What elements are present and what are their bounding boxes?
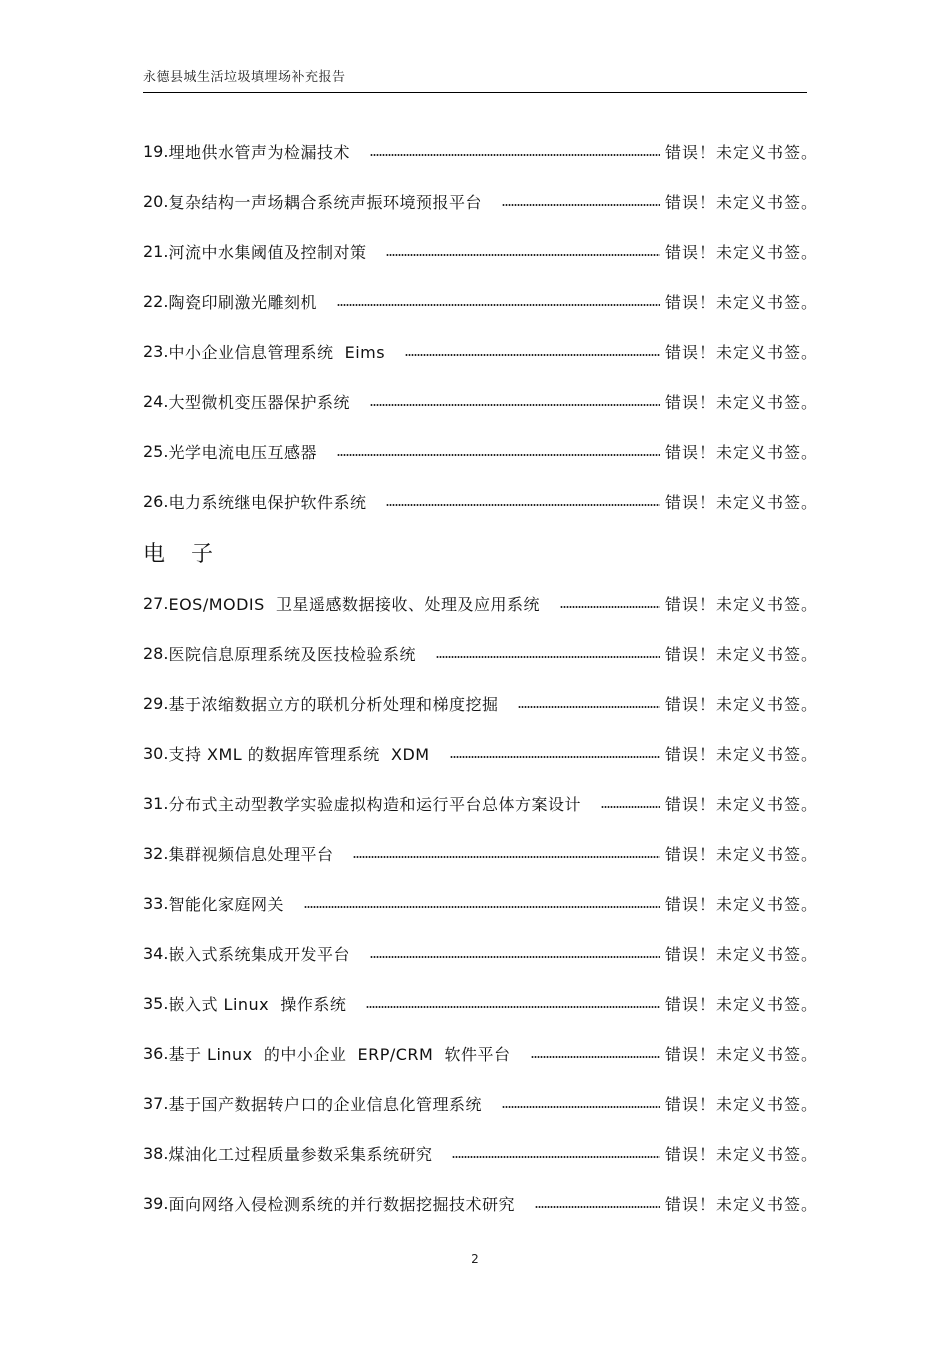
toc-entry-title: 煤油化工过程质量参数采集系统研究 <box>168 1144 433 1164</box>
toc-entry-number: 23. <box>143 341 169 361</box>
toc-entry-page-ref: 错误！未定义书签。 <box>665 1044 819 1064</box>
toc-entry-title: 基于浓缩数据立方的联机分析处理和梯度挖掘 <box>168 694 499 714</box>
toc-entry[interactable] <box>143 928 819 978</box>
toc-entry-title: 基于 Linux 的中小企业 ERP/CRM 软件平台 <box>168 1044 511 1064</box>
toc-entry-content <box>143 340 819 363</box>
toc-dot-leader <box>337 304 660 306</box>
toc-entry[interactable] <box>143 426 819 476</box>
toc-entry-title: 面向网络入侵检测系统的并行数据挖掘技术研究 <box>168 1194 515 1214</box>
toc-dot-leader <box>370 404 660 406</box>
toc-entry-content <box>143 440 819 463</box>
toc-entry[interactable] <box>143 326 819 376</box>
toc-entry-title: 基于国产数据转户口的企业信息化管理系统 <box>168 1094 482 1114</box>
toc-dot-leader <box>436 656 660 658</box>
toc-entry-page-ref: 错误！未定义书签。 <box>665 1094 819 1114</box>
toc-dot-leader <box>531 1056 660 1058</box>
toc-entry-number: 28. <box>143 643 169 663</box>
toc-entry[interactable] <box>143 1128 819 1178</box>
toc-entry-title: 复杂结构一声场耦合系统声振环境预报平台 <box>168 192 482 212</box>
toc-entry-title: 电力系统继电保护软件系统 <box>168 492 367 512</box>
toc-entry[interactable] <box>143 728 819 778</box>
toc-entry-title: 陶瓷印刷激光雕刻机 <box>168 292 317 312</box>
toc-entry-title: 医院信息原理系统及医技检验系统 <box>168 644 416 664</box>
toc-entry-number: 29. <box>143 693 169 713</box>
toc-dot-leader <box>560 606 660 608</box>
toc-entry-content <box>143 892 819 915</box>
toc-entry-number: 37. <box>143 1093 169 1113</box>
toc-entry-page-ref: 错误！未定义书签。 <box>665 492 819 512</box>
toc-dot-leader <box>337 454 660 456</box>
toc-entry-page-ref: 错误！未定义书签。 <box>665 994 819 1014</box>
toc-entry-page-ref: 错误！未定义书签。 <box>665 142 819 162</box>
toc-entry-page-ref: 错误！未定义书签。 <box>665 1144 819 1164</box>
toc-entry-title: EOS/MODIS 卫星遥感数据接收、处理及应用系统 <box>168 594 540 614</box>
toc-entry-page-ref: 错误！未定义书签。 <box>665 844 819 864</box>
toc-entry-content <box>143 1042 819 1065</box>
toc-entry-content <box>143 390 819 413</box>
toc-group-2 <box>143 578 819 1228</box>
toc-entry-page-ref: 错误！未定义书签。 <box>665 242 819 262</box>
toc-entry-number: 25. <box>143 441 169 461</box>
toc-entry[interactable] <box>143 978 819 1028</box>
toc-entry-title: 智能化家庭网关 <box>168 894 284 914</box>
toc-entry-page-ref: 错误！未定义书签。 <box>665 744 819 764</box>
toc-dot-leader <box>370 154 660 156</box>
toc-entry-title: 光学电流电压互感器 <box>168 442 317 462</box>
toc-entry[interactable] <box>143 828 819 878</box>
toc-entry[interactable] <box>143 1028 819 1078</box>
toc-entry-title: 支持 XML 的数据库管理系统 XDM <box>168 744 430 764</box>
toc-entry[interactable] <box>143 1178 819 1228</box>
toc-entry-number: 36. <box>143 1043 169 1063</box>
toc-entry-content <box>143 240 819 263</box>
toc-dot-leader <box>370 956 660 958</box>
toc-entry-number: 32. <box>143 843 169 863</box>
section-heading-electronics: 电子 <box>143 541 240 567</box>
toc-dot-leader <box>452 1156 660 1158</box>
toc-entry[interactable] <box>143 126 819 176</box>
toc-entry-number: 20. <box>143 191 169 211</box>
toc-dot-leader <box>450 756 660 758</box>
toc-dot-leader <box>353 856 660 858</box>
toc-entry-page-ref: 错误！未定义书签。 <box>665 192 819 212</box>
toc-entry[interactable] <box>143 276 819 326</box>
toc-entry-number: 27. <box>143 593 169 613</box>
toc-entry[interactable] <box>143 778 819 828</box>
toc-entry[interactable] <box>143 628 819 678</box>
toc-entry-content <box>143 1192 819 1215</box>
toc-entry-content <box>143 742 819 765</box>
toc-entry-number: 21. <box>143 241 169 261</box>
toc-entry-title: 嵌入式系统集成开发平台 <box>168 944 350 964</box>
toc-entry-page-ref: 错误！未定义书签。 <box>665 442 819 462</box>
toc-entry-page-ref: 错误！未定义书签。 <box>665 1194 819 1214</box>
toc-entry-content <box>143 842 819 865</box>
toc-entry-number: 34. <box>143 943 169 963</box>
toc-entry-content <box>143 190 819 213</box>
toc-entry-content <box>143 942 819 965</box>
toc-entry-title: 河流中水集阈值及控制对策 <box>168 242 367 262</box>
page-number: 2 <box>471 1252 479 1266</box>
toc-entry-number: 39. <box>143 1193 169 1213</box>
table-of-contents <box>143 126 819 1228</box>
toc-entry-title: 埋地供水管声为检漏技术 <box>168 142 350 162</box>
toc-dot-leader <box>502 204 660 206</box>
toc-entry-page-ref: 错误！未定义书签。 <box>665 944 819 964</box>
toc-entry-number: 26. <box>143 491 169 511</box>
toc-entry[interactable] <box>143 678 819 728</box>
toc-entry-number: 24. <box>143 391 169 411</box>
toc-entry-number: 33. <box>143 893 169 913</box>
toc-dot-leader <box>601 806 660 808</box>
toc-entry-number: 30. <box>143 743 169 763</box>
toc-entry-page-ref: 错误！未定义书签。 <box>665 342 819 362</box>
toc-entry-page-ref: 错误！未定义书签。 <box>665 644 819 664</box>
toc-entry[interactable] <box>143 226 819 276</box>
toc-entry[interactable] <box>143 176 819 226</box>
toc-group-1 <box>143 126 819 526</box>
page-header <box>143 62 807 93</box>
toc-dot-leader <box>366 1006 660 1008</box>
toc-entry-title: 嵌入式 Linux 操作系统 <box>168 994 347 1014</box>
toc-entry-number: 35. <box>143 993 169 1013</box>
toc-entry-content <box>143 642 819 665</box>
toc-dot-leader <box>518 706 660 708</box>
toc-entry-content <box>143 490 819 513</box>
toc-entry-page-ref: 错误！未定义书签。 <box>665 392 819 412</box>
toc-entry-title: 集群视频信息处理平台 <box>168 844 334 864</box>
toc-dot-leader <box>535 1206 660 1208</box>
toc-entry-title: 大型微机变压器保护系统 <box>168 392 350 412</box>
toc-entry[interactable] <box>143 376 819 426</box>
toc-entry-content <box>143 1142 819 1165</box>
toc-entry-content <box>143 992 819 1015</box>
toc-dot-leader <box>405 354 660 356</box>
toc-entry-content <box>143 140 819 163</box>
toc-entry-title: 分布式主动型教学实验虚拟构造和运行平台总体方案设计 <box>168 794 581 814</box>
toc-entry-content <box>143 1092 819 1115</box>
toc-dot-leader <box>386 504 660 506</box>
toc-entry[interactable] <box>143 1078 819 1128</box>
toc-entry-number: 22. <box>143 291 169 311</box>
toc-entry-page-ref: 错误！未定义书签。 <box>665 794 819 814</box>
toc-entry-content <box>143 290 819 313</box>
toc-dot-leader <box>386 254 660 256</box>
toc-entry[interactable] <box>143 476 819 526</box>
toc-entry-content <box>143 792 819 815</box>
toc-entry-page-ref: 错误！未定义书签。 <box>665 694 819 714</box>
page-header-title: 永德县城生活垃圾填埋场补充报告 <box>143 70 346 85</box>
toc-entry-title: 中小企业信息管理系统 Eims <box>168 342 386 362</box>
toc-dot-leader <box>502 1106 660 1108</box>
toc-entry-content <box>143 592 819 615</box>
toc-entry-page-ref: 错误！未定义书签。 <box>665 894 819 914</box>
toc-entry-page-ref: 错误！未定义书签。 <box>665 292 819 312</box>
toc-entry-page-ref: 错误！未定义书签。 <box>665 594 819 614</box>
toc-entry-number: 38. <box>143 1143 169 1163</box>
toc-dot-leader <box>304 906 660 908</box>
toc-entry-number: 31. <box>143 793 169 813</box>
toc-entry[interactable] <box>143 578 819 628</box>
toc-entry-number: 19. <box>143 141 169 161</box>
toc-entry-content <box>143 692 819 715</box>
toc-entry[interactable] <box>143 878 819 928</box>
